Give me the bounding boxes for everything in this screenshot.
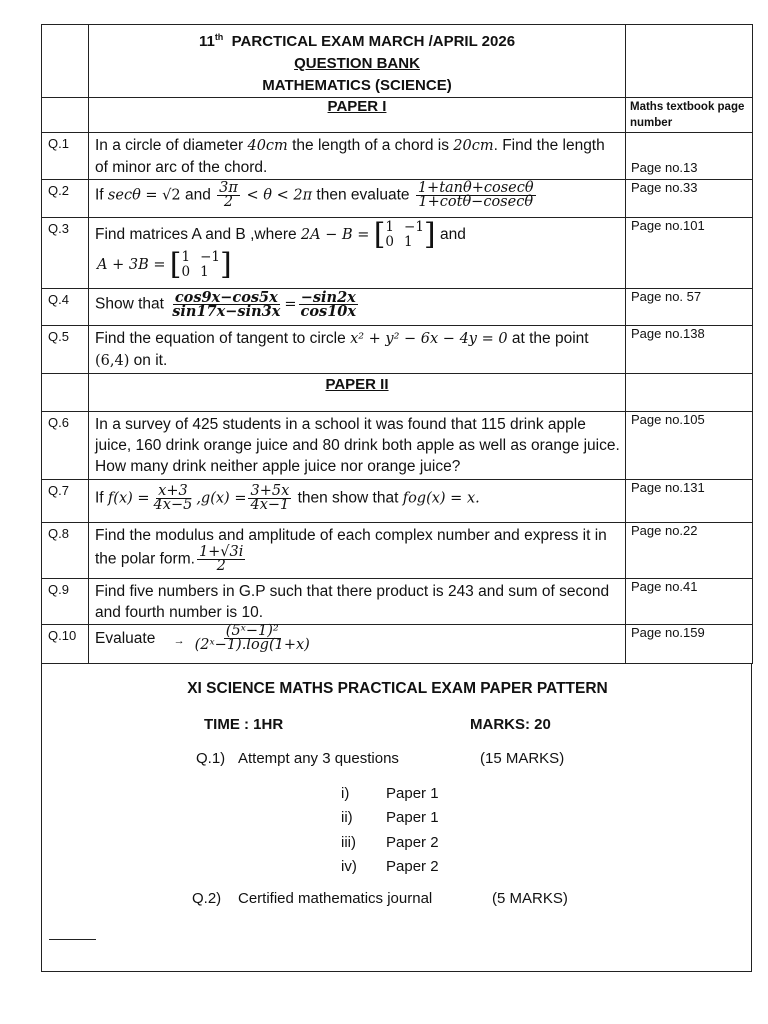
pattern-item: iv) Paper 2: [341, 858, 439, 875]
question-row: [42, 480, 753, 523]
question-text: If secθ = √2 and $\frac{3\pi}{2}$ < θ < 2π then evaluate $\frac{1+\tan\theta+cosec\theta}{1+\cot\theta-cosec\theta}$: [89, 180, 626, 218]
fraction: $\frac{\cos 9x-\cos 5x}{\sin 17x-\sin 3x}$: [172, 289, 281, 320]
page-column-header: Maths textbook page number: [626, 98, 753, 133]
page-number: Page no.33: [626, 180, 753, 218]
paper2-row: [42, 374, 753, 412]
exam-time: TIME : 1HR: [204, 716, 284, 733]
question-text: Find the equation of tangent to circle x² + y² − 6x − 4y = 0 at the point (6,4) on it.: [89, 326, 626, 374]
paper1-row: [42, 98, 753, 133]
pattern-item: ii) Paper 1: [341, 809, 439, 826]
fraction: $\frac{-\sin 2x}{\cos 10x}$: [300, 289, 357, 320]
subject-title: MATHEMATICS (SCIENCE): [262, 77, 452, 94]
page-number: Page no.159: [626, 625, 753, 664]
matrix: [ 1 −1 0 1 ]: [169, 247, 232, 282]
fraction: $\frac{1+\tan\theta+cosec\theta}{1+\cot\theta-cosec\theta}$: [417, 180, 534, 210]
page-number: Page no.13: [626, 133, 753, 180]
question-text: Evaluate → $\frac{\text{(5ˣ−1)²}}{\text{(2ˣ−1).log(1+x)}}$: [89, 625, 626, 664]
exam-marks: MARKS: 20: [470, 716, 551, 733]
question-number: Q.9: [42, 579, 89, 625]
paper2-heading: PAPER II: [89, 374, 626, 412]
question-row: [42, 412, 753, 480]
question-row: [42, 625, 753, 664]
matrix: [ 1 −1 0 1 ]: [373, 217, 436, 252]
question-number: Q.2: [42, 180, 89, 218]
question-table: [41, 24, 753, 664]
question-text: Find five numbers in G.P such that there product is 243 and sum of second and fourth number is 10.: [89, 579, 626, 625]
page-number: Page no.138: [626, 326, 753, 374]
page-number: Page no.131: [626, 480, 753, 523]
page-number: Page no.105: [626, 412, 753, 480]
fraction: $\frac{\text{(5ˣ−1)²}}{\text{(2ˣ−1).log(1+x)}}$: [194, 623, 310, 653]
question-text: If f(x) = $\frac{x+3}{4x-5}$ ,g(x) = $\frac{3+5x}{4x-1}$ then show that fog(x) = x.: [89, 480, 626, 523]
fraction: $\frac{1+√3i}{2}$: [198, 544, 244, 574]
pattern-q1-marks: (15 MARKS): [480, 750, 565, 767]
question-bank-title: QUESTION BANK: [294, 55, 420, 72]
page-number: Page no.101: [626, 218, 753, 289]
limit-arrow: →: [173, 635, 185, 647]
pattern-item: i) Paper 1: [341, 785, 439, 802]
pattern-q2-marks: (5 MARKS): [492, 890, 568, 907]
fraction: $\frac{x+3}{4x-5}$: [153, 483, 193, 513]
question-number: Q.1: [42, 133, 89, 180]
question-text: In a survey of 425 students in a school it was found that 115 drink apple juice, 160 drink orange juice and 80 drink both apple as well as orange juice. How many drink neither apple juice nor orange juice?: [89, 412, 626, 480]
pattern-title: XI SCIENCE MATHS PRACTICAL EXAM PAPER PATTERN: [187, 680, 608, 697]
question-row: [42, 180, 753, 218]
exam-title: 11th PARCTICAL EXAM MARCH /APRIL 2026: [198, 32, 516, 50]
question-number: Q.8: [42, 523, 89, 579]
page-number: Page no. 57: [626, 289, 753, 326]
document-header: [89, 25, 626, 98]
page-number: Page no.41: [626, 579, 753, 625]
page-number: Page no.22: [626, 523, 753, 579]
pattern-q2: Q.2) Certified mathematics journal: [192, 890, 433, 907]
question-text: In a circle of diameter 40cm the length of a chord is 20cm. Find the length of minor arc of the chord.: [89, 133, 626, 180]
question-row: [42, 579, 753, 625]
footnote-rule: [49, 939, 96, 940]
question-number: Q.4: [42, 289, 89, 326]
question-number: Q.5: [42, 326, 89, 374]
question-number: Q.10: [42, 625, 89, 664]
question-row: [42, 326, 753, 374]
question-row: [42, 133, 753, 180]
header-row: [42, 25, 753, 98]
paper1-heading: PAPER I: [89, 98, 626, 133]
exam-pattern-section: [41, 664, 752, 972]
question-number: Q.7: [42, 480, 89, 523]
question-bank-sheet: [41, 24, 752, 972]
pattern-item: iii) Paper 2: [341, 834, 439, 851]
question-text: Find matrices A and B ,where 2A − B = [ 1 −1 0 1 ] and A + 3B = [ 1 −1 0 1 ]: [89, 218, 626, 289]
question-number: Q.6: [42, 412, 89, 480]
question-text: Show that $\frac{\cos 9x-\cos 5x}{\sin 17x-\sin 3x}$ = $\frac{-\sin 2x}{\cos 10x}$: [89, 289, 626, 326]
question-row: [42, 289, 753, 326]
question-row: [42, 218, 753, 289]
question-number: Q.3: [42, 218, 89, 289]
fraction: $\frac{3+5x}{4x-1}$: [250, 483, 290, 513]
question-row: [42, 523, 753, 579]
question-text: Find the modulus and amplitude of each complex number and express it in the polar form. $\frac{1+√3i}{2}$: [89, 523, 626, 579]
fraction: $\frac{3\pi}{2}$: [219, 180, 238, 210]
pattern-q1: Q.1) Attempt any 3 questions: [196, 750, 399, 767]
